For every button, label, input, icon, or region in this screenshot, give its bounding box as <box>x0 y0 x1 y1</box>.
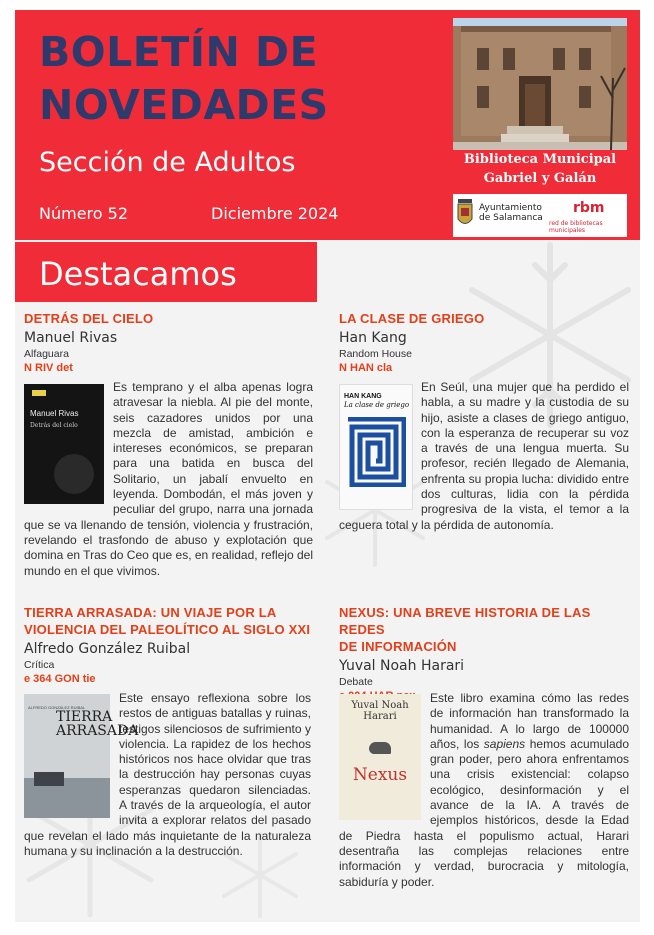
ayuntamiento-logo: Ayuntamiento de Salamanca <box>479 203 543 223</box>
book-cover: Manuel Rivas Detrás del cielo <box>24 384 104 504</box>
library-building-photo <box>453 18 627 150</box>
book-author: Yuval Noah Harari <box>339 658 465 674</box>
book-publisher: Alfaguara <box>24 348 69 360</box>
book-entry <box>24 604 324 686</box>
book-title: TIERRA ARRASADA: UN VIAJE POR LA VIOLENCIA DEL PALEOLÍTICO AL SIGLO XXI <box>24 605 311 637</box>
book-publisher: Debate <box>339 676 373 688</box>
newsletter-subtitle: Sección de Adultos <box>39 147 296 178</box>
book-publisher: Random House <box>339 348 412 360</box>
rbm-logo-subtitle: red de bibliotecas municipales <box>549 220 603 234</box>
newsletter-page <box>15 10 640 922</box>
book-cover: Yuval Noah Harari Nexus <box>339 694 421 820</box>
book-author: Alfredo González Ruibal <box>24 641 191 657</box>
book-author: Han Kang <box>339 330 407 346</box>
header-banner <box>15 10 640 240</box>
book-title: NEXUS: UNA BREVE HISTORIA DE LAS REDES DE INFORMACIÓN <box>339 605 591 654</box>
book-entry <box>339 604 634 703</box>
book-publisher: Crítica <box>24 659 55 671</box>
newsletter-title: BOLETÍN DE NOVEDADES <box>39 28 329 129</box>
book-call-number: N RIV det <box>24 362 73 374</box>
book-title: DETRÁS DEL CIELO <box>24 311 154 326</box>
library-name: Biblioteca Municipal Gabriel y Galán <box>463 152 617 186</box>
book-call-number: e 364 GON tie <box>24 673 96 685</box>
book-title: LA CLASE DE GRIEGO <box>339 311 485 326</box>
book-description: HAN KANG La clase de griego En Seúl, una mujer que ha perdido el habla, a su madre y la custodia de su hijo, asiste a clases de griego antiguo, con la esperanza de recuperar su voz a través de una lengua muerta. Su profesor, recién llegado de Alemania, enfrenta su propia lucha: dividido entre dos culturas, lidia con la pérdida progresiva de la vista, el temor a la ceguera total y la pérdida de autonomía. <box>339 380 629 532</box>
book-call-number: N HAN cla <box>339 362 393 374</box>
book-cover: ALFREDO GONZÁLEZ RUIBAL TIERRA ARRASADA <box>24 694 110 818</box>
book-cover: HAN KANG La clase de griego <box>339 384 413 510</box>
issue-date: Diciembre 2024 <box>211 204 339 223</box>
city-shield-icon <box>457 199 473 229</box>
book-entry <box>339 310 634 375</box>
rbm-logo: rbm <box>573 200 605 216</box>
book-description: Yuval Noah Harari Nexus Este libro examina cómo las redes de información han transformado la humanidad. A lo largo de 100000 años, los sapiens hemos acumulado gran poder, pero ahora enfrentamos una crisis existencial: colapso ecológico, desinformación y el avance de la IA. A través de ejemplos históricos, desde la Edad de Piedra hasta el populismo actual, Harari desentraña las complejas relaciones entre información y verdad, burocracia y mitología, sabiduría y poder. <box>339 691 629 889</box>
issue-number: Número 52 <box>39 204 128 223</box>
spiral-icon <box>346 417 406 487</box>
book-description: Manuel Rivas Detrás del cielo Es temprano y el alba apenas logra atravesar la niebla. Al pie del monte, seis cazadores unidos por una mezcla de amistad, ambición e intereses económicos, se preparan para una batida en busca del Solitario, un jabalí envuelto en leyenda. Dombodán, el más joven y peculiar del grupo, narra una jornada que se va llenando de tensión, violencia y frustración, revelando el trasfondo de abuso y explotación que domina en Tras do Ceo que es, en realidad, reflejo del mundo en el que vivimos. <box>24 380 313 578</box>
book-entry <box>24 310 324 375</box>
book-author: Manuel Rivas <box>24 330 118 346</box>
sponsor-logos <box>453 194 627 237</box>
section-title: Destacamos <box>39 255 237 293</box>
book-description: ALFREDO GONZÁLEZ RUIBAL TIERRA ARRASADA Este ensayo reflexiona sobre los restos de antiguas batallas y ruinas, testigos silenciosos de sufrimiento y violencia. La rapidez de los hechos históricos nos hace olvidar que tras la destrucción hay personas cuyas esperanzas quedaron silenciadas. A través de la arqueología, el autor invita a explorar relatos del pasado que revelan el lado más inquietante de la naturaleza humana y su inclinación a la destrucción. <box>24 691 311 858</box>
